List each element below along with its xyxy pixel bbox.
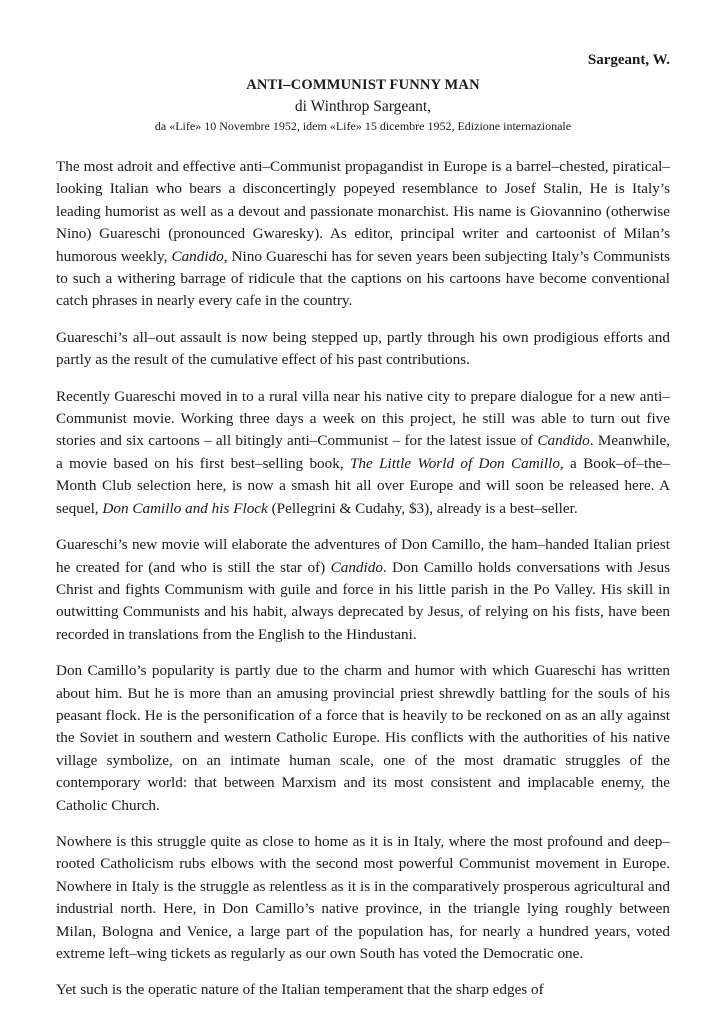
paragraph-text: . Meanwhile, a movie based on his first best–selling book,	[56, 432, 670, 472]
paragraph-text: , a Book–of–the–Month Club selection here, is now a smash hit all over Europe and will soon be released here. A sequel,	[56, 454, 671, 517]
article-byline: di Winthrop Sargeant,	[294, 98, 432, 115]
paragraph-text: Don Camillo’s popularity is partly due to the charm and humor with which Guareschi has written about him. But he is more than an amusing provincial priest shrewdly battling for the souls of his peasant flock. He is the personification of a force that is heavily to be reckoned on as an ally against the Soviet in southern and western Catholic Europe. His conflicts with the authorities of his native village symbolize, on an intimate human scale, one of the most dramatic struggles of the contemporary world: that between Marxism and its most consistent and implacable enemy, the Catholic Church.	[56, 662, 670, 814]
body-paragraph	[56, 831, 670, 965]
body-paragraph	[56, 660, 670, 817]
paragraph-text: , Nino Guareschi has for seven years been subjecting Italy’s Communists to such a withering barrage of ridicule that the captions on his cartoons have become conventional catch phrases in nearly every cafe in the country.	[56, 247, 670, 310]
paragraph-text: Nowhere is this struggle quite as close to home as it is in Italy, where the most profound and deep–rooted Catholicism rubs elbows with the second most powerful Communist movement in Europe. Nowhere in Italy is the struggle as relentless as it is in the comparatively prosperous agricultural and industrial north. Here, in Don Camillo’s native province, in the triangle lying roughly between Milan, Bologna and Venice, a large part of the population has, for nearly a hundred years, voted extreme left–wing tickets as regularly as our own South has voted the Democratic one.	[56, 832, 670, 962]
italic-title-text: Candido	[537, 432, 590, 450]
italic-title-text: The Little World of Don Camillo	[349, 454, 560, 472]
italic-title-text: Candido	[171, 247, 224, 265]
body-paragraph	[56, 327, 670, 372]
paragraph-text: Guareschi’s new movie will elaborate the adventures of Don Camillo, the ham–handed Italian priest he created for (and who is still the star of)	[56, 536, 670, 576]
article-body	[56, 156, 670, 1002]
body-paragraph	[56, 156, 670, 313]
italic-title-text: Don Camillo and his Flock	[102, 499, 268, 517]
author-tag: Sargeant, W.	[587, 52, 670, 68]
italic-title-text: Candido	[330, 558, 383, 576]
paragraph-text: . Don Camillo holds conversations with Jesus Christ and fights Communism with guile and force in his little parish in the Po Valley. His skill in outwitting Communists and his habit, always deprecated by Jesus, of relying on his fists, have been recorded in translations from the English to the Hindustani.	[56, 558, 670, 643]
paragraph-text: Guareschi’s all–out assault is now being stepped up, partly through his own prodigious efforts and partly as the result of the cumulative effect of his past contributions.	[56, 328, 670, 369]
paragraph-text: (Pellegrini & Cudahy, $3), already is a best–seller.	[267, 499, 578, 517]
article-source: da «Life» 10 Novembre 1952, idem «Life» 15 dicembre 1952, Edizione internazionale	[154, 119, 572, 133]
body-paragraph	[56, 979, 670, 1001]
body-paragraph	[56, 534, 670, 646]
paragraph-text: Yet such is the operatic nature of the Italian temperament that the sharp edges of	[56, 981, 544, 999]
paragraph-text: The most adroit and effective anti–Communist propagandist in Europe is a barrel–chested, piratical–looking Italian who bears a disconcertingly popeyed resemblance to Josef Stalin, He is Italy’s leading humorist as well as a devout and passionate monarchist. His name is Giovannino (otherwise Nino) Guareschi (pronounced Gwaresky). As editor, principal writer and cartoonist of Milan’s humorous weekly,	[56, 158, 670, 265]
article-title: ANTI–COMMUNIST FUNNY MAN	[246, 77, 480, 93]
paragraph-text: Recently Guareschi moved in to a rural villa near his native city to prepare dialogue for a new anti–Communist movie. Working three days a week on this project, he still was able to turn out five stories and six cartoons – all bitingly anti–Communist – for the latest issue of	[56, 387, 670, 450]
body-paragraph	[56, 386, 670, 520]
